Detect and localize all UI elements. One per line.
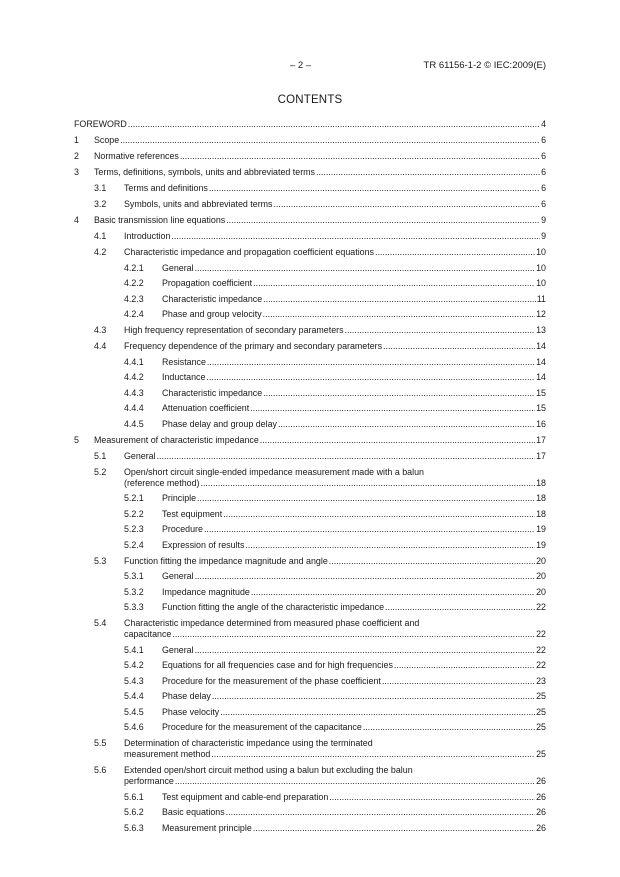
dot-leader — [345, 325, 536, 336]
toc-entry-number: 4.2.3 — [124, 293, 144, 304]
toc-entry — [74, 357, 546, 368]
toc-entry-page: 26 — [536, 807, 546, 817]
dot-leader — [394, 660, 535, 671]
toc-entry-number: 2 — [74, 151, 79, 161]
toc-entry-number: 4.4.4 — [124, 403, 144, 413]
toc-entry-page: 19 — [536, 524, 546, 534]
toc-entry-number: 4.3 — [94, 325, 107, 335]
toc-entry-number: 5.2.2 — [124, 508, 144, 519]
toc-entry-title: Scope — [94, 135, 120, 145]
toc-entry-number: 3 — [74, 167, 79, 177]
dot-leader — [204, 524, 535, 535]
toc-entry-title: Phase delay and group delay — [162, 418, 277, 429]
toc-entry-page: 11 — [536, 293, 546, 304]
toc-entry — [74, 807, 546, 818]
dot-leader — [195, 263, 536, 274]
toc-entry-page: 9 — [541, 215, 546, 225]
toc-entry — [74, 135, 546, 146]
toc-entry-number: 4.4.1 — [124, 356, 144, 367]
toc-entry-page: 9 — [541, 231, 546, 241]
dot-leader — [207, 357, 535, 368]
toc-entry — [74, 676, 546, 687]
toc-entry — [74, 278, 546, 289]
toc-entry-number: 5.3.3 — [124, 602, 144, 612]
toc-entry-number: 5.2.3 — [124, 524, 144, 534]
dot-leader — [245, 540, 535, 551]
toc-entry — [74, 587, 546, 598]
toc-entry — [74, 722, 546, 733]
toc-entry-page: 20 — [536, 571, 546, 581]
dot-leader — [253, 278, 535, 289]
toc-entry-title: Function fitting the angle of the characteristic impedance — [162, 602, 385, 612]
toc-entry-number: 5.4.3 — [124, 675, 144, 686]
toc-entry-title-line: Open/short circuit single-ended impedance measurement made with a balun — [124, 466, 424, 477]
toc-entry-title-line: Characteristic impedance determined from measured phase coefficient and — [124, 618, 420, 628]
toc-entry-title: Introduction — [124, 231, 171, 241]
dot-leader — [180, 151, 540, 162]
dot-leader — [128, 119, 540, 130]
toc-entry-title: General — [162, 644, 194, 655]
toc-entry-number: 5.4.1 — [124, 644, 144, 655]
toc-entry-page: 6 — [541, 167, 546, 177]
toc-entry-page: 19 — [536, 539, 546, 550]
toc-entry — [74, 645, 546, 656]
dot-leader — [209, 183, 540, 194]
toc-entry — [74, 247, 546, 258]
toc-entry-page: 22 — [536, 629, 546, 639]
toc-entry-page: 15 — [536, 387, 546, 398]
dot-leader — [223, 509, 535, 520]
toc-entry-page: 6 — [541, 183, 546, 193]
dot-leader — [212, 691, 535, 702]
toc-entry-title: Phase velocity — [162, 706, 220, 717]
toc-entry-number: 4.4.3 — [124, 387, 144, 398]
toc-entry-number: 5.3 — [94, 555, 107, 566]
toc-entry-title: Procedure for the measurement of the phase coefficient — [162, 675, 381, 686]
toc-entry — [74, 707, 546, 718]
toc-entry-title: Principle — [162, 493, 197, 503]
toc-entry — [74, 435, 546, 446]
toc-entry-number: 5.3.1 — [124, 571, 144, 581]
toc-entry-title: General — [162, 571, 194, 581]
toc-entry-number: 1 — [74, 135, 79, 145]
toc-entry-title: FOREWORD — [74, 119, 127, 129]
table-of-contents — [74, 119, 546, 834]
toc-entry-number: 5.6.1 — [124, 791, 144, 802]
toc-entry — [74, 493, 546, 504]
toc-entry-title: Impedance magnitude — [162, 586, 250, 597]
toc-entry — [74, 215, 546, 226]
dot-leader — [385, 602, 535, 613]
toc-entry-number: 4.2 — [94, 247, 107, 257]
toc-entry-page: 16 — [536, 418, 546, 429]
toc-entry-title: Phase and group velocity — [162, 309, 262, 319]
toc-entry — [74, 294, 546, 305]
toc-entry-page: 25 — [536, 722, 546, 732]
toc-entry — [74, 419, 546, 430]
dot-leader — [263, 309, 535, 320]
toc-entry-page: 25 — [536, 706, 546, 717]
toc-entry-title: (reference method) — [124, 477, 200, 488]
toc-entry — [74, 524, 546, 535]
toc-entry-page: 6 — [541, 135, 546, 145]
dot-leader — [195, 571, 536, 582]
toc-entry-page: 25 — [536, 691, 546, 701]
toc-entry-page: 14 — [536, 341, 546, 351]
dot-leader — [206, 372, 535, 383]
toc-entry-number: 4.4 — [94, 341, 107, 351]
toc-entry-number: 3.1 — [94, 183, 107, 193]
dot-leader — [226, 215, 540, 226]
toc-entry — [74, 792, 546, 803]
toc-entry — [74, 509, 546, 520]
toc-entry-title: Function fitting the impedance magnitude and angle — [124, 555, 328, 566]
toc-entry-title: capacitance — [124, 629, 172, 639]
page-number: – 2 – — [290, 60, 312, 71]
toc-entry-page: 14 — [536, 356, 546, 367]
toc-entry-number: 4.4.2 — [124, 372, 144, 382]
toc-entry-title: Basic equations — [162, 807, 225, 817]
dot-leader — [120, 135, 540, 146]
toc-entry-page: 4 — [541, 119, 546, 129]
toc-entry-page: 20 — [536, 586, 546, 597]
toc-entry — [74, 467, 546, 489]
toc-entry-page: 20 — [536, 555, 546, 566]
toc-entry-title: Equations for all frequencies case and for high frequencies — [162, 660, 393, 670]
toc-entry — [74, 231, 546, 242]
toc-entry-page: 23 — [536, 675, 546, 686]
toc-entry-page: 25 — [536, 749, 546, 759]
dot-leader — [226, 807, 535, 818]
toc-entry-number: 5.4 — [94, 618, 107, 628]
toc-entry-page: 6 — [541, 199, 546, 209]
toc-entry-page: 15 — [536, 403, 546, 413]
toc-entry-page: 22 — [536, 644, 546, 655]
toc-entry-title: Phase delay — [162, 691, 211, 701]
running-header — [0, 60, 620, 74]
toc-entry — [74, 403, 546, 414]
toc-entry-title: Attenuation coefficient — [162, 403, 250, 413]
toc-entry — [74, 388, 546, 399]
toc-entry-number: 5.1 — [94, 450, 107, 461]
toc-entry-page: 26 — [536, 776, 546, 786]
toc-entry — [74, 183, 546, 194]
toc-entry-title: measurement method — [124, 749, 211, 759]
toc-entry — [74, 263, 546, 274]
toc-entry — [74, 341, 546, 352]
toc-entry-page: 18 — [536, 508, 546, 519]
toc-entry — [74, 451, 546, 462]
toc-entry — [74, 199, 546, 210]
toc-entry — [74, 823, 546, 834]
toc-entry-title: General — [124, 450, 156, 461]
standard-reference: TR 61156-1-2 © IEC:2009(E) — [423, 60, 546, 71]
toc-entry-title: Expression of results — [162, 539, 245, 550]
toc-entry — [74, 309, 546, 320]
dot-leader — [273, 199, 540, 210]
toc-entry-title: Test equipment and cable-end preparation — [162, 791, 329, 802]
toc-entry-page: 12 — [536, 309, 546, 319]
toc-entry-page: 22 — [536, 602, 546, 612]
toc-entry-title: Basic transmission line equations — [94, 215, 226, 225]
toc-entry-title: Characteristic impedance and propagation coefficient equations — [124, 247, 374, 257]
toc-entry-title: Terms, definitions, symbols, units and abbreviated terms — [94, 167, 315, 177]
toc-entry — [74, 167, 546, 178]
toc-entry-page: 14 — [536, 372, 546, 382]
toc-entry — [74, 372, 546, 383]
toc-entry-number: 4.4.5 — [124, 418, 144, 429]
toc-entry-title: Frequency dependence of the primary and secondary parameters — [124, 341, 383, 351]
toc-entry-number: 5 — [74, 434, 79, 445]
toc-entry-number: 4.2.1 — [124, 262, 144, 273]
dot-leader — [200, 478, 535, 489]
toc-entry-number: 5.2 — [94, 466, 107, 477]
dot-leader — [260, 435, 535, 446]
dot-leader — [220, 707, 535, 718]
toc-entry-page: 18 — [536, 477, 546, 488]
toc-entry-number: 5.6.2 — [124, 807, 144, 817]
toc-entry-title: Propagation coefficient — [162, 278, 253, 288]
contents-title: CONTENTS — [277, 94, 343, 106]
dot-leader — [263, 388, 535, 399]
toc-entry — [74, 691, 546, 702]
toc-entry-number: 5.6.3 — [124, 822, 144, 833]
dot-leader — [363, 722, 535, 733]
toc-entry-number: 5.6 — [94, 765, 107, 775]
toc-entry-title: Inductance — [162, 372, 206, 382]
toc-entry-number: 4.2.4 — [124, 309, 144, 319]
dot-leader — [263, 294, 536, 305]
dot-leader — [329, 792, 535, 803]
toc-entry — [74, 765, 546, 787]
dot-leader — [375, 247, 535, 258]
toc-entry — [74, 556, 546, 567]
toc-entry-page: 18 — [536, 493, 546, 503]
dot-leader — [175, 776, 535, 787]
toc-entry-page: 17 — [536, 434, 546, 445]
dot-leader — [316, 167, 540, 178]
dot-leader — [278, 419, 535, 430]
toc-entry — [74, 571, 546, 582]
dot-leader — [251, 587, 535, 598]
toc-entry-page: 26 — [536, 791, 546, 802]
toc-entry-number: 5.4.2 — [124, 660, 144, 670]
toc-entry-page: 6 — [541, 151, 546, 161]
toc-entry-page: 22 — [536, 660, 546, 670]
toc-entry-number: 5.2.1 — [124, 493, 144, 503]
toc-entry-title: Resistance — [162, 356, 206, 367]
dot-leader — [195, 645, 536, 656]
toc-entry-title-line: Extended open/short circuit method using a balun but excluding the balun — [124, 765, 413, 775]
dot-leader — [250, 403, 535, 414]
toc-entry-title: High frequency representation of secondary parameters — [124, 325, 344, 335]
toc-entry-title: Procedure for the measurement of the capacitance — [162, 722, 362, 732]
toc-entry-number: 3.2 — [94, 199, 107, 209]
dot-leader — [157, 451, 536, 462]
dot-leader — [253, 823, 535, 834]
toc-entry-title: Measurement principle — [162, 822, 252, 833]
toc-entry-page: 10 — [536, 247, 546, 257]
dot-leader — [329, 556, 535, 567]
toc-entry-page: 13 — [536, 325, 546, 335]
toc-entry-page: 10 — [536, 278, 546, 288]
toc-entry-number: 5.3.2 — [124, 586, 144, 597]
toc-entry-number: 4.2.2 — [124, 278, 144, 288]
dot-leader — [197, 493, 535, 504]
toc-entry-number: 4.1 — [94, 231, 107, 241]
dot-leader — [383, 341, 535, 352]
toc-entry-title: Test equipment — [162, 508, 223, 519]
toc-entry — [74, 151, 546, 162]
toc-entry-number: 5.4.5 — [124, 706, 144, 717]
toc-entry-number: 5.2.4 — [124, 539, 144, 550]
toc-entry-page: 10 — [536, 262, 546, 273]
toc-entry-title: Characteristic impedance — [162, 293, 263, 304]
dot-leader — [171, 231, 540, 242]
toc-entry-title-line: Determination of characteristic impedance using the terminated — [124, 738, 373, 748]
toc-entry — [74, 618, 546, 640]
toc-entry-number: 5.4.4 — [124, 691, 144, 701]
dot-leader — [211, 749, 535, 760]
toc-entry — [74, 540, 546, 551]
dot-leader — [382, 676, 535, 687]
toc-entry-title: performance — [124, 776, 174, 786]
toc-entry-title: Characteristic impedance — [162, 387, 263, 398]
toc-entry-title: General — [162, 262, 194, 273]
toc-entry-title: Normative references — [94, 151, 179, 161]
toc-entry-title: Measurement of characteristic impedance — [94, 434, 259, 445]
toc-entry — [74, 660, 546, 671]
toc-entry — [74, 119, 546, 130]
toc-entry — [74, 602, 546, 613]
toc-entry-title: Procedure — [162, 524, 203, 534]
toc-entry-page: 17 — [536, 450, 546, 461]
dot-leader — [172, 629, 535, 640]
toc-entry-page: 26 — [536, 822, 546, 833]
toc-entry-number: 5.4.6 — [124, 722, 144, 732]
toc-entry-title: Terms and definitions — [124, 183, 208, 193]
toc-entry — [74, 325, 546, 336]
toc-entry-number: 4 — [74, 215, 79, 225]
toc-entry-title: Symbols, units and abbreviated terms — [124, 199, 273, 209]
toc-entry — [74, 738, 546, 760]
toc-entry-number: 5.5 — [94, 738, 107, 748]
